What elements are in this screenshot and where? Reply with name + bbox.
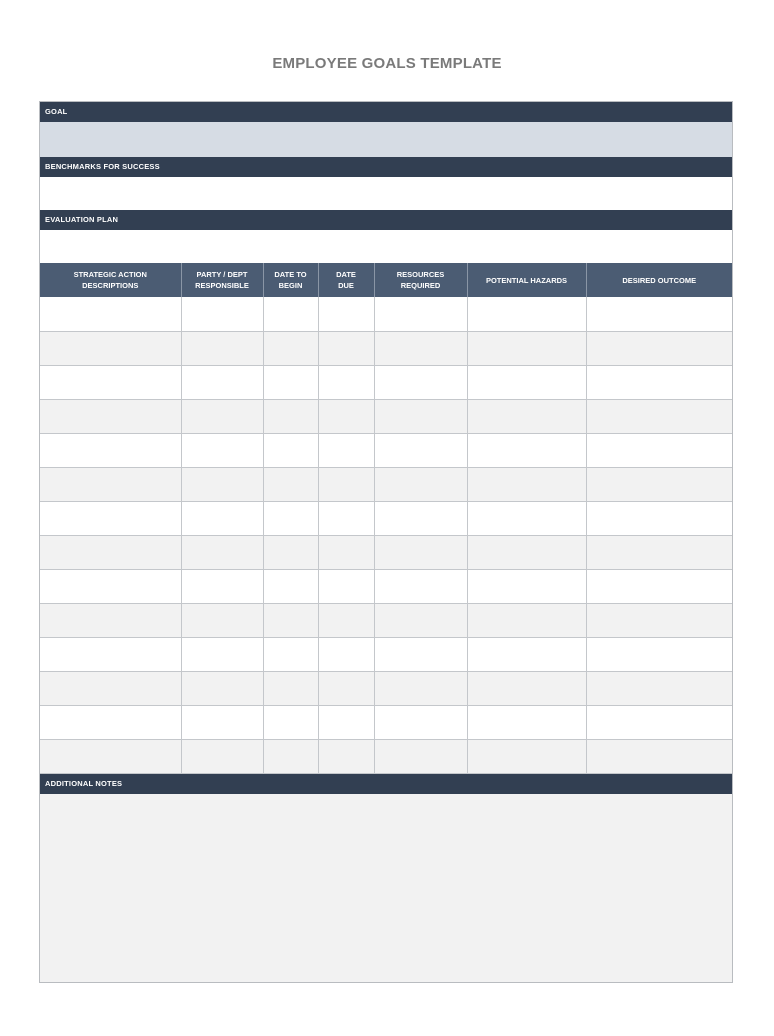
table-cell[interactable] — [40, 365, 181, 399]
table-header-row — [40, 263, 732, 297]
table-cell[interactable] — [586, 365, 732, 399]
table-cell[interactable] — [318, 671, 374, 705]
table-cell[interactable] — [374, 705, 467, 739]
table-cell[interactable] — [263, 365, 318, 399]
benchmarks-header: BENCHMARKS FOR SUCCESS — [40, 157, 732, 177]
table-cell[interactable] — [586, 467, 732, 501]
table-cell[interactable] — [586, 535, 732, 569]
col-header-date-due: DATE DUE — [318, 263, 374, 297]
additional-notes-field[interactable] — [40, 794, 732, 982]
table-cell[interactable] — [467, 705, 586, 739]
col-header-strategic-action: STRATEGIC ACTION DESCRIPTIONS — [40, 263, 181, 297]
table-cell[interactable] — [263, 297, 318, 331]
table-cell[interactable] — [40, 535, 181, 569]
table-cell[interactable] — [467, 603, 586, 637]
table-cell[interactable] — [318, 739, 374, 773]
table-cell[interactable] — [586, 501, 732, 535]
table-cell[interactable] — [318, 603, 374, 637]
table-cell[interactable] — [318, 637, 374, 671]
table-cell[interactable] — [586, 671, 732, 705]
table-row — [40, 501, 732, 535]
table-row — [40, 297, 732, 331]
table-cell[interactable] — [40, 399, 181, 433]
table-cell[interactable] — [467, 535, 586, 569]
table-cell[interactable] — [181, 569, 263, 603]
table-cell[interactable] — [467, 399, 586, 433]
table-cell[interactable] — [467, 433, 586, 467]
table-cell[interactable] — [181, 535, 263, 569]
goals-sheet — [39, 101, 733, 983]
table-cell[interactable] — [374, 331, 467, 365]
table-row — [40, 399, 732, 433]
table-cell[interactable] — [40, 297, 181, 331]
table-cell[interactable] — [467, 297, 586, 331]
table-cell[interactable] — [40, 705, 181, 739]
table-cell[interactable] — [467, 671, 586, 705]
table-cell[interactable] — [318, 399, 374, 433]
table-cell[interactable] — [40, 331, 181, 365]
goal-header: GOAL — [40, 102, 732, 122]
table-cell[interactable] — [263, 603, 318, 637]
table-cell[interactable] — [181, 603, 263, 637]
table-row — [40, 331, 732, 365]
table-cell[interactable] — [586, 331, 732, 365]
table-cell[interactable] — [374, 569, 467, 603]
table-row — [40, 705, 732, 739]
table-cell[interactable] — [40, 569, 181, 603]
table-cell[interactable] — [318, 501, 374, 535]
table-cell[interactable] — [181, 637, 263, 671]
table-cell[interactable] — [181, 433, 263, 467]
table-cell[interactable] — [318, 535, 374, 569]
table-cell[interactable] — [467, 637, 586, 671]
table-cell[interactable] — [586, 705, 732, 739]
table-cell[interactable] — [467, 365, 586, 399]
evaluation-plan-header: EVALUATION PLAN — [40, 210, 732, 230]
table-cell[interactable] — [318, 569, 374, 603]
col-header-party-dept: PARTY / DEPT RESPONSIBLE — [181, 263, 263, 297]
action-plan-table — [40, 263, 732, 774]
table-cell[interactable] — [318, 705, 374, 739]
table-row — [40, 671, 732, 705]
table-cell[interactable] — [374, 603, 467, 637]
page-title: EMPLOYEE GOALS TEMPLATE — [272, 55, 502, 72]
table-cell[interactable] — [40, 637, 181, 671]
table-cell[interactable] — [467, 331, 586, 365]
table-cell[interactable] — [263, 535, 318, 569]
table-cell[interactable] — [40, 467, 181, 501]
table-row — [40, 467, 732, 501]
table-row — [40, 569, 732, 603]
table-cell[interactable] — [467, 569, 586, 603]
table-cell[interactable] — [586, 399, 732, 433]
table-cell[interactable] — [318, 365, 374, 399]
table-cell[interactable] — [374, 501, 467, 535]
table-row — [40, 365, 732, 399]
table-row — [40, 739, 732, 773]
table-row — [40, 433, 732, 467]
table-cell[interactable] — [181, 331, 263, 365]
table-cell[interactable] — [181, 467, 263, 501]
benchmarks-field[interactable] — [40, 177, 732, 210]
table-cell[interactable] — [374, 739, 467, 773]
col-header-outcome: DESIRED OUTCOME — [586, 263, 732, 297]
table-row — [40, 637, 732, 671]
table-body — [40, 297, 732, 773]
table-cell[interactable] — [263, 569, 318, 603]
table-cell[interactable] — [263, 399, 318, 433]
table-cell[interactable] — [586, 637, 732, 671]
additional-notes-header: ADDITIONAL NOTES — [40, 774, 732, 794]
table-cell[interactable] — [181, 297, 263, 331]
table-cell[interactable] — [318, 331, 374, 365]
table-cell[interactable] — [40, 433, 181, 467]
table-cell[interactable] — [374, 535, 467, 569]
table-cell[interactable] — [374, 637, 467, 671]
table-cell[interactable] — [374, 365, 467, 399]
table-cell[interactable] — [181, 671, 263, 705]
col-header-hazards: POTENTIAL HAZARDS — [467, 263, 586, 297]
table-cell[interactable] — [263, 637, 318, 671]
table-cell[interactable] — [374, 433, 467, 467]
table-cell[interactable] — [181, 399, 263, 433]
table-cell[interactable] — [586, 297, 732, 331]
goal-field[interactable] — [40, 122, 732, 157]
table-cell[interactable] — [467, 501, 586, 535]
table-row — [40, 603, 732, 637]
table-cell[interactable] — [586, 569, 732, 603]
table-cell[interactable] — [40, 603, 181, 637]
table-cell[interactable] — [318, 297, 374, 331]
col-header-date-to-begin: DATE TO BEGIN — [263, 263, 318, 297]
table-cell[interactable] — [181, 501, 263, 535]
table-cell[interactable] — [40, 739, 181, 773]
table-cell[interactable] — [467, 467, 586, 501]
table-cell[interactable] — [467, 739, 586, 773]
table-cell[interactable] — [263, 739, 318, 773]
table-cell[interactable] — [181, 739, 263, 773]
table-cell[interactable] — [263, 705, 318, 739]
col-header-resources: RESOURCES REQUIRED — [374, 263, 467, 297]
table-cell[interactable] — [318, 433, 374, 467]
table-cell[interactable] — [374, 467, 467, 501]
table-cell[interactable] — [40, 671, 181, 705]
table-row — [40, 535, 732, 569]
table-cell[interactable] — [263, 331, 318, 365]
table-cell[interactable] — [263, 671, 318, 705]
table-cell[interactable] — [40, 501, 181, 535]
table-cell[interactable] — [318, 467, 374, 501]
evaluation-plan-field[interactable] — [40, 230, 732, 263]
table-cell[interactable] — [263, 433, 318, 467]
table-cell[interactable] — [181, 365, 263, 399]
table-cell[interactable] — [586, 603, 732, 637]
table-cell[interactable] — [374, 297, 467, 331]
table-cell[interactable] — [374, 671, 467, 705]
table-cell[interactable] — [263, 501, 318, 535]
table-cell[interactable] — [263, 467, 318, 501]
table-cell[interactable] — [586, 433, 732, 467]
table-cell[interactable] — [374, 399, 467, 433]
table-cell[interactable] — [586, 739, 732, 773]
table-cell[interactable] — [181, 705, 263, 739]
